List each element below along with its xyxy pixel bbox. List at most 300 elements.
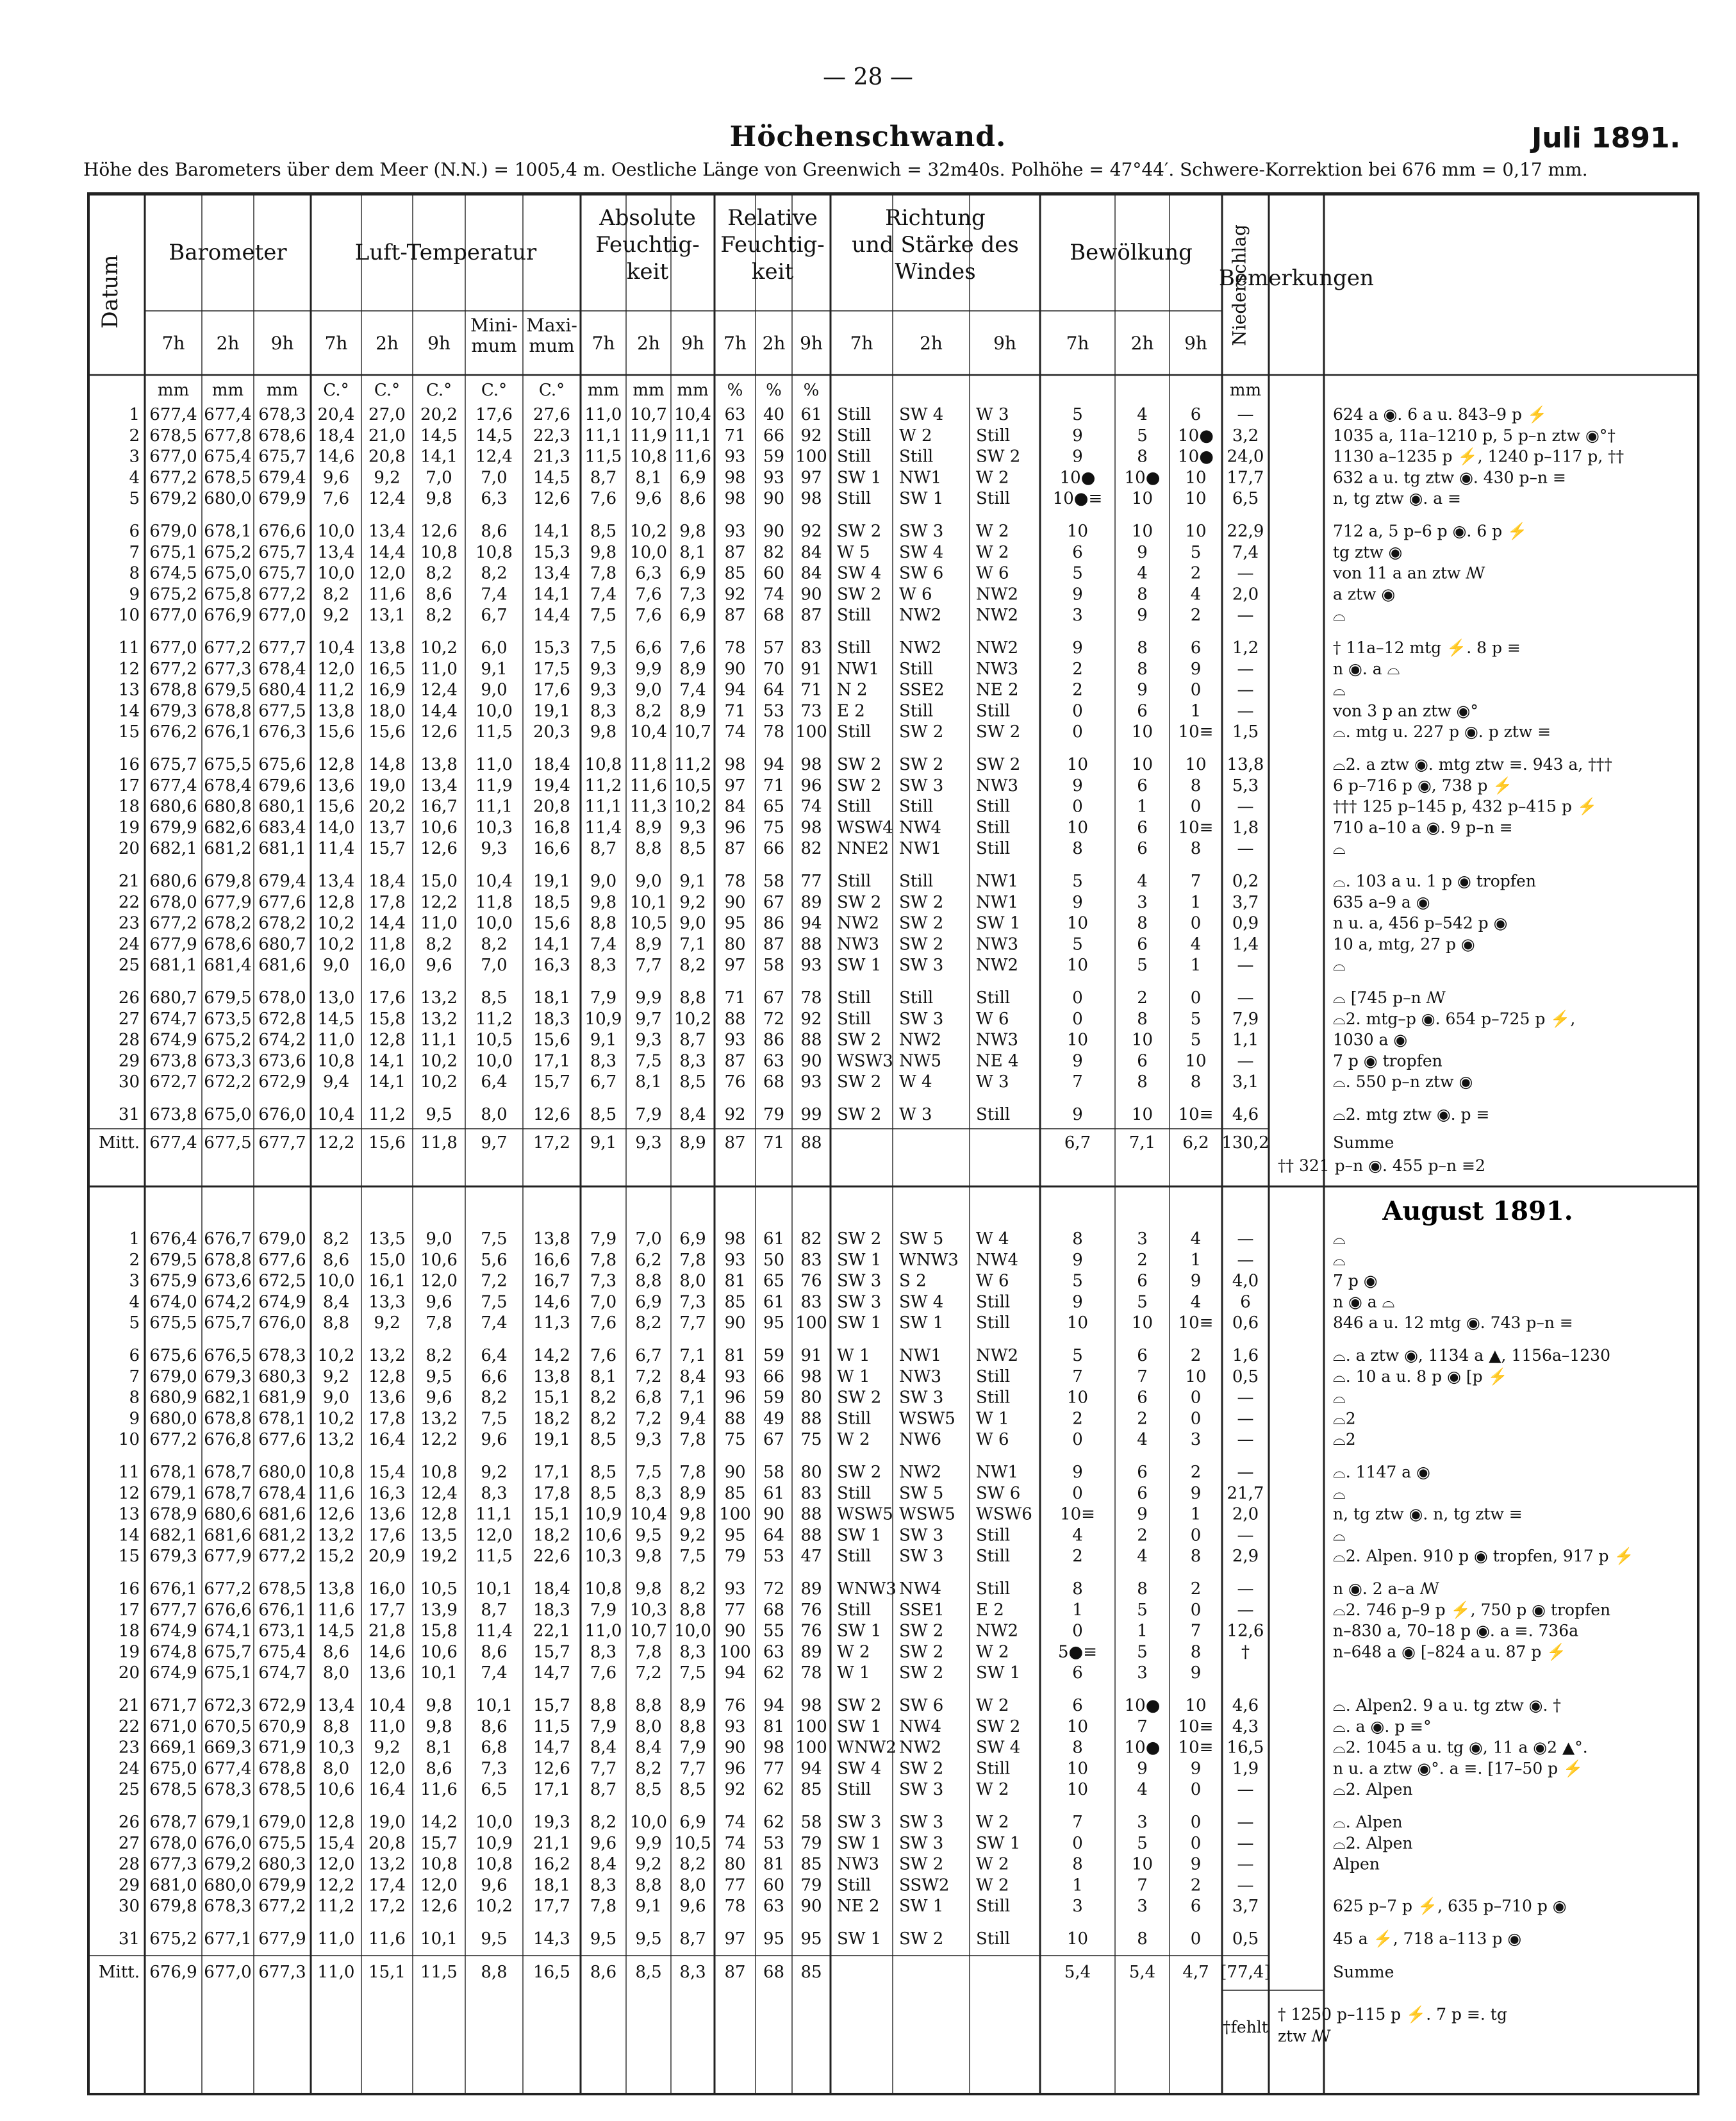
data-cell: 90: [763, 489, 785, 509]
data-cell: 8,2: [679, 1854, 706, 1874]
data-cell: 92: [724, 585, 746, 604]
data-cell: NW2: [899, 606, 942, 626]
data-cell: —: [1237, 1780, 1254, 1800]
data-cell: 9: [1190, 1854, 1202, 1874]
data-cell: 95: [763, 1929, 785, 1949]
data-cell: 677,3: [258, 1963, 306, 1982]
data-cell: 9,2: [374, 468, 401, 488]
data-cell: 18,2: [533, 1409, 570, 1429]
data-cell: 679,3: [149, 701, 197, 721]
data-cell: NW3: [837, 935, 880, 954]
data-cell: 10,5: [420, 1579, 458, 1599]
data-cell: 10,4: [317, 1105, 355, 1124]
data-cell: 74: [724, 1833, 746, 1853]
data-cell: 88: [800, 1409, 822, 1429]
data-cell: 8,6: [322, 1642, 350, 1662]
data-cell: 6,9: [679, 468, 706, 488]
data-cell: 675,1: [204, 1663, 252, 1683]
data-cell: SW 2: [899, 1759, 944, 1779]
data-cell: 8,9: [635, 818, 662, 838]
data-cell: 61: [763, 1292, 785, 1312]
data-cell: 130,2: [1221, 1133, 1269, 1152]
remark-text: 7 p ◉: [1333, 1271, 1378, 1290]
data-cell: 5: [1137, 956, 1148, 976]
data-cell: E 2: [837, 701, 865, 721]
data-cell: 8: [1072, 839, 1083, 859]
data-cell: 15,1: [368, 1963, 406, 1982]
data-cell: Still: [976, 988, 1011, 1008]
data-cell: SW 1: [837, 1250, 882, 1270]
data-cell: 6,4: [481, 1072, 508, 1092]
data-cell: SW 4: [899, 405, 944, 424]
data-cell: 98: [800, 1696, 822, 1715]
data-cell: 79: [724, 1547, 746, 1567]
data-cell: 673,3: [204, 1051, 252, 1071]
data-cell: 677,2: [204, 1579, 252, 1599]
data-cell: 10: [1185, 522, 1207, 541]
data-cell: 681,2: [258, 1526, 306, 1545]
data-cell: 1,6: [1232, 1346, 1259, 1365]
data-cell: 17,5: [533, 659, 570, 679]
data-cell: —: [1237, 1430, 1254, 1450]
time-subheader: 9h: [427, 333, 451, 354]
remark-text: ⌓: [1333, 1483, 1346, 1502]
data-cell: 6,7: [635, 1346, 662, 1365]
data-cell: 9: [1190, 1483, 1202, 1503]
data-cell: 79: [800, 1876, 822, 1895]
data-cell: SW 6: [899, 1696, 944, 1715]
data-cell: 10,8: [584, 1579, 622, 1599]
data-cell: 680,9: [149, 1388, 197, 1408]
data-cell: 0,5: [1232, 1929, 1259, 1949]
data-cell: 9,1: [590, 1133, 617, 1152]
data-cell: 4: [1072, 1526, 1083, 1545]
data-cell: 12,8: [420, 1504, 458, 1524]
data-cell: 88: [800, 1526, 822, 1545]
data-cell: 7,5: [481, 1409, 508, 1429]
data-cell: 677,0: [149, 447, 197, 467]
abs-header-line: keit: [626, 259, 669, 285]
data-cell: 14,7: [533, 1663, 570, 1683]
data-cell: 77: [724, 1600, 746, 1620]
data-cell: SW 3: [899, 1547, 944, 1567]
data-cell: 9: [1072, 447, 1083, 467]
data-cell: 11,2: [584, 776, 622, 795]
data-cell: 19,4: [533, 776, 570, 795]
remark-text: 712 a, 5 p–6 p ◉. 6 p ⚡: [1333, 522, 1528, 540]
data-cell: 8,2: [635, 1313, 662, 1333]
data-cell: 678,5: [149, 1780, 197, 1800]
remark-text: † 11a–12 mtg ⚡. 8 p ≡: [1333, 638, 1521, 657]
data-cell: 24: [118, 1759, 140, 1779]
data-cell: 10: [1066, 818, 1089, 838]
data-cell: 16,5: [1227, 1738, 1264, 1758]
data-cell: 675,7: [204, 1642, 252, 1662]
data-cell: 100: [795, 447, 827, 467]
data-cell: 8,2: [481, 1388, 508, 1408]
data-cell: 93: [724, 1579, 746, 1599]
data-cell: 10,8: [630, 447, 667, 467]
data-cell: 19,0: [368, 1813, 406, 1832]
data-cell: 16,3: [533, 956, 570, 976]
data-cell: 14,8: [368, 755, 406, 774]
data-cell: 92: [800, 1009, 822, 1029]
data-cell: 680,0: [204, 1876, 252, 1895]
data-cell: 679,0: [258, 1813, 306, 1832]
data-cell: 20: [118, 1663, 140, 1683]
data-cell: 49: [763, 1409, 785, 1429]
data-cell: 5: [1072, 1346, 1083, 1365]
data-cell: Still: [976, 1526, 1011, 1545]
data-cell: 17,6: [475, 405, 513, 424]
data-cell: 18,4: [533, 1579, 570, 1599]
data-cell: 30: [118, 1897, 140, 1917]
data-cell: 10,4: [317, 638, 355, 658]
remark-text: 710 a–10 a ◉. 9 p–n ≡: [1333, 818, 1513, 837]
data-cell: 13,6: [317, 776, 355, 795]
data-cell: 8,4: [679, 1367, 706, 1386]
data-cell: 12,4: [420, 1483, 458, 1503]
data-cell: 2,9: [1232, 1547, 1259, 1567]
data-cell: 61: [763, 1483, 785, 1503]
data-cell: Still: [837, 1780, 872, 1800]
data-cell: 10≡: [1178, 818, 1214, 838]
data-cell: 675,6: [149, 1346, 197, 1365]
data-cell: 1,2: [1232, 638, 1259, 658]
observation-table: [87, 192, 1699, 2095]
data-cell: 100: [719, 1504, 751, 1524]
data-cell: 1: [1190, 892, 1202, 912]
table-grid: [90, 195, 1697, 2093]
data-cell: 5: [1190, 1009, 1202, 1029]
data-cell: 82: [800, 1229, 822, 1249]
data-cell: 15: [118, 1547, 140, 1567]
data-cell: 88: [800, 1133, 822, 1152]
data-cell: 10,2: [317, 1346, 355, 1365]
time-subheader: 9h: [993, 333, 1016, 354]
data-cell: 5: [1137, 1600, 1148, 1620]
data-cell: 675,2: [149, 585, 197, 604]
data-cell: 677,4: [149, 405, 197, 424]
data-cell: 80: [800, 1388, 822, 1408]
data-cell: 8,3: [590, 1051, 617, 1071]
data-cell: 7,2: [635, 1663, 662, 1683]
data-cell: 18,0: [368, 701, 406, 721]
data-cell: 8,4: [322, 1292, 350, 1312]
data-cell: 15,7: [368, 839, 406, 859]
data-cell: Still: [837, 405, 872, 424]
data-cell: 9,2: [481, 1463, 508, 1482]
bewoelkung-header: Bewölkung: [1070, 240, 1193, 265]
data-cell: 9: [1190, 659, 1202, 679]
data-cell: NNE2: [837, 839, 889, 859]
data-cell: 96: [724, 818, 746, 838]
data-cell: 677,0: [149, 606, 197, 626]
data-cell: 13,0: [317, 988, 355, 1008]
data-cell: 8,5: [590, 1105, 617, 1124]
data-cell: 18,3: [533, 1009, 570, 1029]
data-cell: 678,1: [149, 1463, 197, 1482]
data-cell: 9: [129, 585, 140, 604]
data-cell: 676,9: [149, 1963, 197, 1982]
data-cell: 2: [129, 1250, 140, 1270]
data-cell: 96: [724, 1759, 746, 1779]
data-cell: 31: [118, 1105, 140, 1124]
data-cell: SW 1: [837, 1717, 882, 1736]
data-cell: 9,0: [322, 1388, 350, 1408]
data-cell: 678,5: [149, 426, 197, 445]
data-cell: 81: [763, 1854, 785, 1874]
data-cell: 96: [724, 1388, 746, 1408]
data-cell: 7,4: [590, 585, 617, 604]
data-cell: 83: [800, 1292, 822, 1312]
data-cell: 10,5: [475, 1030, 513, 1050]
data-cell: 6: [1137, 1051, 1148, 1071]
data-cell: 679,8: [149, 1897, 197, 1917]
data-cell: 678,7: [204, 1463, 252, 1482]
data-cell: 674,9: [149, 1030, 197, 1050]
data-cell: 10,2: [317, 913, 355, 933]
data-cell: 86: [763, 913, 785, 933]
data-cell: SW 2: [899, 1663, 944, 1683]
data-cell: 6: [1137, 935, 1148, 954]
data-cell: SW 2: [837, 776, 882, 795]
remark-text: ⌓2. mtg ztw ◉. p ≡: [1333, 1105, 1490, 1124]
data-cell: 94: [724, 1663, 746, 1683]
data-cell: 76: [724, 1072, 746, 1092]
data-cell: 677,3: [149, 1854, 197, 1874]
time-subheader: 7h: [161, 333, 185, 354]
data-cell: 2: [1190, 1463, 1202, 1482]
data-cell: 85: [724, 1292, 746, 1312]
data-cell: 11,1: [475, 797, 513, 817]
data-cell: 677,2: [149, 468, 197, 488]
data-cell: 17,2: [533, 1133, 570, 1152]
data-cell: 9: [1137, 542, 1148, 562]
data-cell: 674,9: [258, 1292, 306, 1312]
data-cell: 0: [1072, 1621, 1083, 1641]
data-cell: 81: [763, 1717, 785, 1736]
data-cell: SW 5: [899, 1229, 944, 1249]
data-cell: 18,2: [533, 1526, 570, 1545]
data-cell: 10,3: [317, 1738, 355, 1758]
data-cell: 679,4: [258, 872, 306, 891]
data-cell: NW2: [899, 1030, 942, 1050]
data-cell: 7: [1072, 1072, 1083, 1092]
data-cell: 8,0: [322, 1663, 350, 1683]
data-cell: 677,4: [204, 405, 252, 424]
data-cell: WSW5: [899, 1504, 955, 1524]
data-cell: 3,7: [1232, 1897, 1259, 1917]
data-cell: —: [1237, 1876, 1254, 1895]
data-cell: 18: [118, 797, 140, 817]
data-cell: 678,3: [204, 1897, 252, 1917]
data-cell: —: [1237, 988, 1254, 1008]
data-cell: 20: [118, 839, 140, 859]
data-cell: 10,2: [420, 1051, 458, 1071]
data-cell: NW3: [899, 1367, 942, 1386]
data-cell: 93: [724, 1717, 746, 1736]
data-cell: 12,4: [368, 489, 406, 509]
data-cell: 10,2: [674, 797, 711, 817]
data-cell: 15: [118, 722, 140, 742]
data-cell: 14,4: [368, 913, 406, 933]
data-cell: 12,2: [317, 1876, 355, 1895]
data-cell: 6: [1137, 818, 1148, 838]
data-cell: 78: [724, 1897, 746, 1917]
data-cell: 13,9: [420, 1600, 458, 1620]
data-cell: 8,2: [590, 1409, 617, 1429]
data-cell: 11,6: [368, 1929, 406, 1949]
data-cell: 7,1: [679, 1346, 706, 1365]
august-footnote: † 1250 p–115 p ⚡. 7 p ≡. tg: [1278, 2005, 1507, 2024]
data-cell: 9,6: [590, 1833, 617, 1853]
data-cell: 20,2: [368, 797, 406, 817]
data-cell: 0,6: [1232, 1313, 1259, 1333]
data-cell: 13,2: [317, 1526, 355, 1545]
data-cell: Still: [837, 1409, 872, 1429]
data-cell: 677,9: [204, 1547, 252, 1567]
data-cell: 8,3: [590, 956, 617, 976]
barometer-header: Barometer: [169, 240, 287, 265]
data-cell: 95: [724, 1526, 746, 1545]
data-cell: —: [1237, 1579, 1254, 1599]
data-cell: 7: [1190, 872, 1202, 891]
data-cell: 21,0: [368, 426, 406, 445]
data-cell: 20,4: [317, 405, 355, 424]
data-cell: 10,0: [475, 913, 513, 933]
data-cell: 11,4: [475, 1621, 513, 1641]
data-cell: 675,9: [149, 1271, 197, 1291]
data-cell: 84: [800, 542, 822, 562]
data-cell: Mitt.: [98, 1963, 140, 1982]
data-cell: 677,0: [258, 606, 306, 626]
data-cell: SW 2: [899, 935, 944, 954]
data-cell: 16,0: [368, 1579, 406, 1599]
data-cell: 98: [800, 818, 822, 838]
data-cell: 8,7: [590, 839, 617, 859]
data-cell: 676,3: [258, 722, 306, 742]
data-cell: WSW5: [899, 1409, 955, 1429]
data-cell: 17,7: [1227, 468, 1264, 488]
data-cell: 24,0: [1227, 447, 1264, 467]
data-cell: 11,6: [317, 1600, 355, 1620]
data-cell: 11,0: [475, 755, 513, 774]
data-cell: 9,6: [481, 1876, 508, 1895]
data-cell: 7,8: [679, 1430, 706, 1450]
data-cell: 5: [1072, 872, 1083, 891]
data-cell: Still: [976, 1897, 1011, 1917]
data-cell: 682,1: [149, 839, 197, 859]
data-cell: 93: [763, 468, 785, 488]
data-cell: 12: [118, 659, 140, 679]
data-cell: 27,0: [368, 405, 406, 424]
data-cell: 22,6: [533, 1547, 570, 1567]
data-cell: SW 2: [837, 585, 882, 604]
data-cell: 1: [1072, 1876, 1083, 1895]
data-cell: 0: [1190, 1833, 1202, 1853]
data-cell: 678,5: [204, 468, 252, 488]
data-cell: 9,6: [426, 1292, 452, 1312]
data-cell: 677,9: [204, 892, 252, 912]
data-cell: 93: [800, 1072, 822, 1092]
data-cell: 97: [724, 956, 746, 976]
data-cell: 6: [1137, 839, 1148, 859]
data-cell: 1: [129, 1229, 140, 1249]
data-cell: 10: [1185, 1367, 1207, 1386]
time-subheader: 2h: [920, 333, 943, 354]
data-cell: 14: [118, 701, 140, 721]
data-cell: 4,7: [1182, 1963, 1209, 1982]
data-cell: 3: [1072, 1897, 1083, 1917]
data-cell: 10,8: [475, 1854, 513, 1874]
data-cell: 678,4: [258, 1483, 306, 1503]
data-cell: 8,9: [679, 1696, 706, 1715]
data-cell: 678,5: [258, 1579, 306, 1599]
data-cell: 1,5: [1232, 722, 1259, 742]
data-cell: 675,4: [258, 1642, 306, 1662]
time-subheader: 2h: [216, 333, 240, 354]
data-cell: W 2: [976, 1854, 1009, 1874]
data-cell: 8,1: [426, 1738, 452, 1758]
remark-text: ⌓2. 746 p–9 p ⚡, 750 p ◉ tropfen: [1333, 1600, 1611, 1619]
data-cell: 674,0: [149, 1292, 197, 1312]
data-cell: 6,9: [679, 563, 706, 583]
data-cell: 10: [1131, 1854, 1153, 1874]
data-cell: 5: [1072, 935, 1083, 954]
data-cell: 15,4: [317, 1833, 355, 1853]
data-cell: 10,1: [420, 1929, 458, 1949]
data-cell: 8,8: [590, 913, 617, 933]
data-cell: 677,7: [258, 1133, 306, 1152]
data-cell: 2: [1190, 1346, 1202, 1365]
data-cell: 76: [800, 1621, 822, 1641]
data-cell: 680,4: [258, 680, 306, 700]
data-cell: 7: [129, 1367, 140, 1386]
data-cell: 10,8: [584, 755, 622, 774]
data-cell: 678,8: [149, 680, 197, 700]
data-cell: 14,6: [317, 447, 355, 467]
remark-text: ⌓. 550 p–n ztw ◉: [1333, 1072, 1473, 1092]
data-cell: 4: [1137, 563, 1148, 583]
data-cell: 71: [763, 776, 785, 795]
data-cell: SW 5: [899, 1483, 944, 1503]
data-cell: 10,2: [630, 522, 667, 541]
data-cell: 100: [719, 1642, 751, 1662]
data-cell: 15,3: [533, 542, 570, 562]
data-cell: 10●≡: [1052, 489, 1103, 509]
data-cell: 13,4: [317, 542, 355, 562]
remark-text: ⌓2. Alpen: [1333, 1780, 1413, 1799]
remark-text: n u. a, 456 p–542 p ◉: [1333, 913, 1508, 933]
data-cell: 14,1: [533, 585, 570, 604]
data-cell: 3,1: [1232, 1072, 1259, 1092]
data-cell: 75: [724, 1430, 746, 1450]
data-cell: 680,6: [149, 797, 197, 817]
data-cell: 74: [800, 797, 822, 817]
data-cell: 8,5: [481, 988, 508, 1008]
data-cell: Still: [976, 426, 1011, 445]
data-cell: 65: [763, 797, 785, 817]
data-cell: 10,8: [420, 542, 458, 562]
data-cell: 12,0: [368, 1759, 406, 1779]
data-cell: 676,9: [204, 606, 252, 626]
data-cell: 25: [118, 956, 140, 976]
data-cell: 1: [1072, 1600, 1083, 1620]
data-cell: W 1: [837, 1346, 870, 1365]
data-cell: 71: [800, 680, 822, 700]
data-cell: Still: [837, 489, 872, 509]
